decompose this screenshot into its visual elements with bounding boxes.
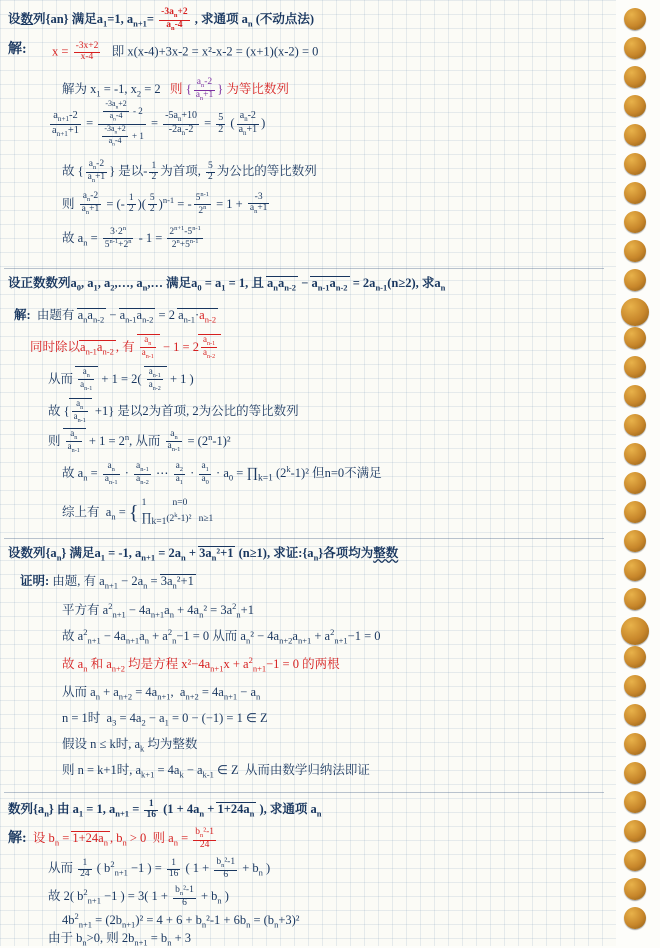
problem-2-line-5: 则 $\frac{a_n}{a_{n-1}}$ + $1 = 2^n$, 从而 $\frac{a_n}{a_{n-1}}$ = $(2^n-1)^2$ — [48, 428, 231, 455]
problem-2-line-4: 故 { $\frac{a_n}{a_{n-1}}$ +1} 是以2为首项, 2为公比的等比数列 — [48, 398, 299, 425]
binder-ring — [624, 385, 646, 407]
problem-4-line-4: $4b^2_{n+1} = (2b_{n+1})^2 = 4 + 6 + b_n^2-1 + 6b_n = (b_n+3)^2$ — [62, 911, 300, 930]
binder-ring — [624, 675, 646, 697]
binder-ring — [624, 124, 646, 146]
problem-1-line-5: 则 $\frac{a_n-2}{a_n+1}$ = (- $\frac{1}{2}$ )( $\frac{5}{2}$ )$^{n-1}$ = - $\frac{5^{n-1}}{2^n}$ = 1 + $\frac{-3}{a_n+1}$ — [62, 191, 268, 217]
binder-ring — [624, 66, 646, 88]
problem-3-line-1: 证明: 由题, 有 $a_{n+1} - 2a_n = 3a_n^2+1$ — [20, 574, 194, 591]
problem-3-line-7: 假设 n ≤ k时, $a_k$ 均为整数 — [62, 737, 198, 754]
problem-1-line-4: 故 { $\frac{a_n-2}{a_n+1}$ } 是以- $\frac{1}{2}$ 为首项, $\frac{5}{2}$ 为公比的等比数列 — [62, 159, 317, 184]
problem-3-line-8: 则 n = k+1时, $a_{k+1} = 4a_k - a_{k-1}$ ∈ Z 从而由数学归纳法即证 — [62, 763, 370, 780]
binder-ring — [621, 298, 649, 326]
problem-2-line-1: 解: 由题有 $a_na_{n-2} - a_{n-1}a_{n-2} = 2$ $a_{n-1}\cdot a_{n-2}$ — [14, 308, 217, 325]
binder-ring — [624, 443, 646, 465]
binder-ring — [624, 414, 646, 436]
problem-3-line-5: 从而 $a_n + a_{n+2} = 4a_{n+1}$, $a_{n+2} = 4a_{n+1} - a_n$ — [62, 685, 261, 702]
binder-ring — [624, 211, 646, 233]
binder-ring — [624, 37, 646, 59]
problem-1-line-6: 故 $a_n$ = $\frac{3\cdot 2^n}{5^{n-1}+2^n}$ - 1 = $\frac{2^{n+1}-5^{n-1}}{2^n+5^{n-1}}$ — [62, 225, 201, 251]
problem-1-statement: 设数列{an} 满足$a_1=1$, $a_{n+1}=$ $\frac{-3a_n+2}{a_n-4}$ , 求通项 $a_n$ (不动点法) — [8, 7, 315, 32]
problem-2-line-3: 从而 $\frac{a_n}{a_{n-1}}$ + 1 = 2( $\frac{a_{n-1}}{a_{n-2}}$ + 1 ) — [48, 366, 194, 393]
binder-ring — [624, 356, 646, 378]
binder-ring — [624, 327, 646, 349]
binder-ring — [624, 791, 646, 813]
problem-3-line-2: 平方有 $a^2_{n+1} - 4a_{n+1}a_n + 4a_n^2 = 3a^2_n+1$ — [62, 601, 254, 620]
binder-ring — [624, 153, 646, 175]
binder-ring — [624, 182, 646, 204]
binder-ring — [624, 646, 646, 668]
binder-ring — [624, 704, 646, 726]
problem-2-line-7: 综上有 $a_n$ = { 1 n=0 $\prod_{k=1}(2^k-1)^2$ n≥1 — [62, 498, 214, 527]
binder-ring — [621, 617, 649, 645]
binder-ring — [624, 820, 646, 842]
problem-4-line-3: 故 2( $b^2_{n+1} -1$ ) = 3( 1 + $\frac{b_n^2-1}{6}$ + $b_n$ ) — [48, 885, 229, 908]
binder-ring — [624, 530, 646, 552]
problem-2-statement: 设正数数列$a_0$, $a_1$, $a_2,\dots$, $a_n,\dots$ 满足$a_0 = a_1 = 1$, 且 $a_na_{n-2} - a_{n-1}a_{n-2} = 2a_{n-1}(n\ge 2)$, 求$a_n$ — [8, 276, 446, 293]
problem-3-statement: 设数列$\{a_n\}$ 满足$a_1 = -1$, $a_{n+1} = 2a_n + 3a_n^2+1$ (n≥1), 求证$:\{a_n\}$各项均为整数 — [8, 546, 399, 563]
problem-4-line-1: 解: 设 $b_n = 1+24a_n$ , $b_n > 0$ 则 $a_n$ = $\frac{b_n^2-1}{24}$ — [8, 827, 215, 850]
problem-1-line-3: $\frac{a_{n+1}-2}{a_{n+1}+1}$ = $\frac{-3a_n+2}{a_n-4}$ - 2 $\frac{-3a_n+2}{a_n-4}$ + 1 = $\frac{-5a_n+10}{-2a_n-2}$ = $\frac{5}{2}$ ( $\frac{a_n-2}{a_n+1}$ ) — [52, 99, 266, 148]
binder-ring — [624, 588, 646, 610]
problem-1-line-1: x = $\frac{-3x+2}{x-4}$ 即 x(x-4)+3x-2 = x²-x-2 = (x+1)(x-2) = 0 — [52, 41, 319, 62]
binder-ring — [624, 472, 646, 494]
binder-ring — [624, 240, 646, 262]
problem-1-solution-label: 解: — [8, 42, 27, 57]
binder-ring — [624, 733, 646, 755]
problem-3-line-3: 故 $a^2_{n+1} - 4a_{n+1}a_n + a^2_n-1 = 0$ 从而 $a_n^2 - 4a_{n+2}a_{n+1} + a^2_{n+1}-1 = 0$ — [62, 627, 381, 646]
binder-ring — [624, 878, 646, 900]
binder-ring — [624, 501, 646, 523]
binder-ring — [624, 762, 646, 784]
problem-4-line-2: 从而 $\frac{1}{24}$ ( $b^2_{n+1} -1$ ) = $\frac{1}{16}$ ( 1 + $\frac{b_n^2-1}{6}$ + $b_n$ ) — [48, 857, 271, 880]
problem-3-line-6: n = 1时 $a_3 = 4a_2 - a_1 = 0 - (-1) = 1$ ∈ Z — [62, 711, 268, 728]
spiral-binding-rings — [616, 0, 660, 946]
problem-2-line-2: 同时除以$a_{n-1}a_{n-2}$ , 有 $\frac{a_n}{a_{n-1}}$ − 1 = 2 $\frac{a_{n-1}}{a_{n-2}}$ — [30, 334, 221, 360]
problem-3-line-4: 故 $a_n$ 和 $a_{n+2}$ 均是方程 $x^2-4a_{n+1}x + a^2_{n+1}-1 = 0$ 的两根 — [62, 655, 340, 674]
problem-4-statement: 数列$\{a_n\}$ 由 $a_1 = 1$, $a_{n+1}$ = $\frac{1}{16}$ ($1 + 4a_n + 1+24a_n$ ), 求通项 $a_n$ — [8, 799, 322, 820]
problem-1-line-2: 解为 $x_1 = -1$, $x_2 = 2$ 则 { $\frac{a_n-2}{a_n+1}$ } 为等比数列 — [62, 77, 289, 102]
binder-ring — [624, 269, 646, 291]
problem-4-line-5: 由于 $b_n>0$, 则 $2b_{n+1} = b_n + 3$ — [48, 931, 191, 948]
binder-ring — [624, 849, 646, 871]
binder-ring — [624, 907, 646, 929]
problem-2-line-6: 故 $a_n$ = $\frac{a_n}{a_{n-1}}$ · $\frac{a_{n-1}}{a_{n-2}}$ ⋯ $\frac{a_2}{a_1}$ · $\frac{a_1}{a_0}$ · $a_0$ = $\prod_{k=1}$ (2$^k$-1)² 但n=0不满足 — [62, 461, 382, 486]
binder-ring — [624, 8, 646, 30]
binder-ring — [624, 95, 646, 117]
binder-ring — [624, 559, 646, 581]
